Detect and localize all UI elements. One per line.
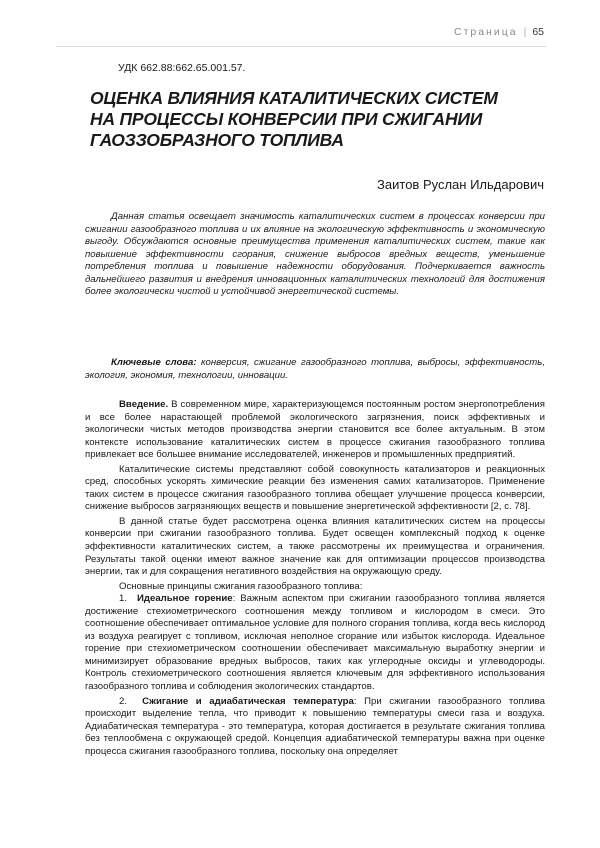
list-item <box>85 696 545 759</box>
list-number: 1. <box>119 593 128 605</box>
page-label: Страница <box>453 26 518 38</box>
udk-code: УДК 662.88:662.65.001.57. <box>118 62 246 74</box>
abstract: Данная статья освещает значимость каталитических систем в процессах конверсии при сжигании газообразного топлива и их влияние на экологическую эффективность и экономическую выгоду. Обсуждаются основные преимущества применения каталитических систем, такие как повышение эффективности сгорания, снижение выбросов вредных веществ, уменьшение потребления топлива и повышение надежности оборудования. Подчеркивается важность дальнейшего развития и внедрения инновационных каталитических технологий для достижения более экологически чистой и устойчивой энергетической системы. <box>85 211 545 297</box>
author-name: Заитов Руслан Ильдарович <box>377 177 544 192</box>
list-item <box>85 593 545 693</box>
title-line: ГАОЗЗОБРАЗНОГО ТОПЛИВА <box>90 130 344 150</box>
keywords-label: Ключевые слова: <box>111 357 197 368</box>
list-item-label: Идеальное горение <box>137 593 233 605</box>
header-separator: | <box>523 26 527 38</box>
list-item-text: : Важным аспектом при сжигании газообразного топлива является достижение стехиометрического соотношения между топливом и кислородом в смеси. Это соотношение обеспечивает оптимальное условие для полного сгорания топлива, когда весь кислород из воздуха реагирует с топливом, исключая неполное сгорание или избыток кислорода. Идеальное горение при стехиометрическом соотношении обеспечивает максимальную выработку энергии и минимизирует образование вредных выбросов, таких как углеродные оксиды и углеводороды. Контроль стехиометрического соотношения является ключевым для эффективного использования газообразного топлива и соблюдения экологических стандартов. <box>85 593 545 693</box>
title-line: НА ПРОЦЕССЫ КОНВЕРСИИ ПРИ СЖИГАНИИ <box>90 109 483 129</box>
page-number: 65 <box>532 26 544 38</box>
keywords-text: конверсия, сжигание газообразного топлива, выбросы, эффективность, экология, экономия, технологии, инновации. <box>85 357 545 381</box>
article-title <box>90 88 550 151</box>
intro-label: Введение. <box>119 399 169 410</box>
keywords <box>85 357 545 382</box>
article-body <box>85 399 545 760</box>
page-header <box>454 26 544 38</box>
paragraph: В данной статье будет рассмотрена оценка влияния каталитических систем на процессы конверсии при сжигании газообразного топлива. Будет освещен комплексный подход к оценке эффективности каталитических систем, а также рассмотрены их преимущества и ограничения. Результаты такой оценки имеют важное значение как для оптимизации процессов производства энергии, так и для сокращения негативного воздействия на окружающую среду. <box>85 515 545 578</box>
intro-text: В современном мире, характеризующемся постоянным ростом энергопотребления и все более нарастающей проблемой экологического загрязнения, поиск эффективных и экологически чистых методов производства энергии становится все более актуальным. В этом контексте использование каталитических систем в процессе сжигания газообразного топлива привлекает все большее внимание исследователей, инженеров и промышленных предприятий. <box>85 399 545 461</box>
list-number: 2. <box>119 695 128 707</box>
paragraph: Каталитические системы представляют собой совокупность катализаторов и реакционных сред, способных ускорять химические реакции без изменения самих катализаторов. Применение таких систем в процессе сжигания газообразного топлива обещает улучшение процесса конверсии, снижение выбросов загрязняющих веществ и повышение энергетической эффективности [2, с. 78]. <box>85 463 545 513</box>
paragraph: Основные принципы сжигания газообразного топлива: <box>119 580 363 592</box>
list-item-label: Сжигание и адиабатическая температура <box>142 695 354 707</box>
title-line: ОЦЕНКА ВЛИЯНИЯ КАТАЛИТИЧЕСКИХ СИСТЕМ <box>90 88 498 108</box>
list-item-text: : При сжигании газообразного топлива происходит выделение тепла, что приводит к повышению температуры смеси газа и воздуха. Адиабатическая температура - это температура, которая достигается в результате сжигания топлива без теплообмена с окружающей средой. Концепция адиабатической температуры важна при оценке процесса сжигания газообразного топлива, поскольку она определяет <box>85 695 545 757</box>
paragraph-intro <box>85 399 545 462</box>
header-rule <box>56 46 546 47</box>
